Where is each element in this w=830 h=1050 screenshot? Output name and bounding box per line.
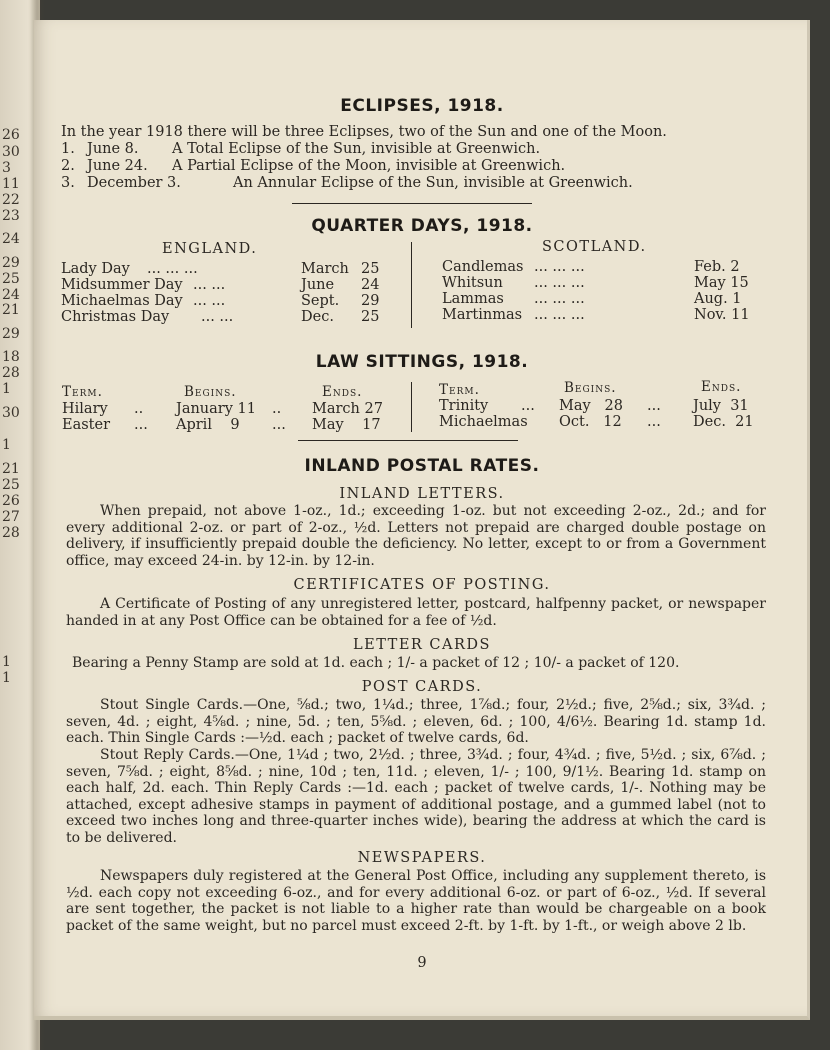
header-begins: Begins. <box>564 380 617 396</box>
law-row <box>62 417 381 434</box>
quarter-day-name: Midsummer Day <box>61 277 183 293</box>
header-term: Term. <box>439 382 480 398</box>
margin-number: 28 <box>2 525 20 541</box>
quarter-day-name: Christmas Day <box>61 309 170 325</box>
eclipse-text: A Total Eclipse of the Sun, invisible at Greenwich. <box>172 141 541 157</box>
letter-cards-text: Bearing a Penny Stamp are sold at 1d. each ; 1/- a packet of 12 ; 10/- a packet of 120. <box>72 655 680 671</box>
margin-number: 30 <box>2 144 20 160</box>
quarter-date: May 15 <box>694 275 749 291</box>
leader-dots: ... ... <box>193 277 226 293</box>
quarter-month: Sept. <box>301 293 340 309</box>
section-rule <box>298 440 518 441</box>
scotland-row <box>442 259 740 276</box>
eclipse-date: December 3. <box>87 175 181 191</box>
quarter-month: June <box>301 277 335 293</box>
post-cards-body-1: Stout Single Cards.—One, ⅝d.; two, 1¼d.; three, 1⅞d.; four, 2½d.; five, 2⅝d.; six, 3¾d. ; seven, 4d. ; eight, 4⅝d. ; nine, 5d. ; ten, 5⅝d. ; eleven, 6d. ; 100, 4/6½. Bearing 1d. stamp 1d. each. Thin Single Cards :—½d. each ; packet of twelve cards, 6d. <box>66 697 766 746</box>
margin-number: 21 <box>2 461 20 477</box>
post-cards-text-2 <box>66 747 766 846</box>
leader-dots: ... ... <box>201 309 234 325</box>
eclipses-title: ECLIPSES, 1918. <box>340 96 504 116</box>
leader-dots: ... ... ... <box>534 275 585 291</box>
header-begins: Begins. <box>184 384 237 400</box>
leader-dots: ... <box>647 398 661 414</box>
margin-number: 22 <box>2 192 20 208</box>
inland-letters-body: When prepaid, not above 1-oz., 1d.; exceeding 1-oz. but not exceeding 2-oz., 2d.; and for every additional 2-oz. or part of 2-oz., ½d. Letters not prepaid are charged double postage on delivery, if insufficiently prepaid double the deficiency. No letter, except to or from a Government office, may exceed 24-in. by 12-in. by 12-in. <box>66 503 766 569</box>
header-term: Term. <box>62 384 103 400</box>
eclipse-num: 2. <box>61 158 75 174</box>
margin-number: 24 <box>2 231 20 247</box>
scotland-row <box>442 291 742 308</box>
letter-cards-heading: LETTER CARDS <box>353 637 491 653</box>
margin-number: 23 <box>2 208 20 224</box>
section-rule <box>292 203 532 204</box>
quarter-day: 25 <box>361 309 380 325</box>
scotland-heading: SCOTLAND. <box>542 239 647 255</box>
margin-number: 26 <box>2 493 20 509</box>
margin-number: 1 <box>2 381 11 397</box>
eclipse-item <box>61 141 540 158</box>
page-number: 9 <box>417 955 427 971</box>
leader-dots: .. <box>134 401 144 417</box>
quarter-day: 24 <box>361 277 380 293</box>
scotland-row <box>442 307 750 324</box>
certificates-text <box>66 596 766 629</box>
inland-letters-text <box>66 503 766 569</box>
certificates-body: A Certificate of Posting of any unregistered letter, postcard, halfpenny packet, or newspaper handed in at any Post Office can be obtained for a fee of ½d. <box>66 596 766 629</box>
eclipse-item <box>61 175 633 192</box>
law-begins: April 9 <box>176 417 240 433</box>
newspapers-text <box>66 868 766 934</box>
book-page <box>34 20 810 1020</box>
eclipse-text: A Partial Eclipse of the Moon, invisible at Greenwich. <box>172 158 566 174</box>
column-divider <box>411 382 412 432</box>
postal-rates-title: INLAND POSTAL RATES. <box>304 456 540 476</box>
law-row <box>439 414 754 431</box>
leader-dots: ... <box>521 398 535 414</box>
england-row <box>61 277 379 294</box>
leader-dots: ... ... ... <box>147 261 198 277</box>
leader-dots: ... <box>134 417 148 433</box>
quarter-date: Aug. 1 <box>694 291 742 307</box>
margin-number: 26 <box>2 127 20 143</box>
column-divider <box>411 242 412 328</box>
law-sittings-title: LAW SITTINGS, 1918. <box>315 352 529 372</box>
quarter-day-name: Michaelmas Day <box>61 293 183 309</box>
england-heading: ENGLAND. <box>162 241 258 257</box>
newspapers-heading: NEWSPAPERS. <box>357 850 487 866</box>
leader-dots: ... ... ... <box>534 259 585 275</box>
quarter-month: March <box>301 261 349 277</box>
margin-number: 3 <box>2 160 11 176</box>
eclipse-text: An Annular Eclipse of the Sun, invisible at Greenwich. <box>233 175 633 191</box>
quarter-date: Nov. 11 <box>694 307 750 323</box>
england-row <box>61 261 379 278</box>
newspapers-body: Newspapers duly registered at the General Post Office, including any supplement thereto, is ½d. each copy not exceeding 6-oz., and for every additional 6-oz. or part of 6-oz., ½d. If several are sent together, the packet is not liable to a higher rate than would be chargeable on a book packet of the same weight, but no parcel must exceed 2-ft. by 1-ft. by 1-ft., or weigh above 2 lb. <box>66 868 766 934</box>
leader-dots: ... ... ... <box>534 307 585 323</box>
margin-number: 30 <box>2 405 20 421</box>
eclipse-date: June 8. <box>87 141 139 157</box>
margin-number: 1 <box>2 670 11 686</box>
quarter-day-name: Lammas <box>442 291 504 307</box>
post-cards-body-2: Stout Reply Cards.—One, 1¼d ; two, 2½d. ; three, 3¾d. ; four, 4¾d. ; five, 5½d. ; six, 6⅞d. ; seven, 7⅝d. ; eight, 8⅝d. ; nine, 10d ; ten, 11d. ; eleven, 1/- ; 100, 9/1½. Bearing 1d. stamp on each half, 2d. each. Thin Reply Cards :—1d. each ; packet of twelve cards, 1/-. Nothing may be attached, except adhesive stamps in payment of additional postage, and a gummed label (not to exceed two inches long and three-quarter inches wide), bearing the address at which the card is to be delivered. <box>66 747 766 846</box>
leader-dots: ... ... ... <box>534 291 585 307</box>
law-ends: March 27 <box>312 401 383 417</box>
law-term: Michaelmas <box>439 414 528 430</box>
law-ends: Dec. 21 <box>693 414 754 430</box>
margin-number: 1 <box>2 437 11 453</box>
quarter-day-name: Lady Day <box>61 261 130 277</box>
leader-dots: .. <box>272 401 282 417</box>
quarter-day-name: Whitsun <box>442 275 503 291</box>
law-ends: May 17 <box>312 417 381 433</box>
quarter-day: 25 <box>361 261 380 277</box>
eclipse-num: 1. <box>61 141 75 157</box>
law-ends: July 31 <box>693 398 749 414</box>
margin-number: 24 <box>2 287 20 303</box>
inland-letters-heading: INLAND LETTERS. <box>339 486 505 502</box>
margin-number: 29 <box>2 255 20 271</box>
quarter-days-title: QUARTER DAYS, 1918. <box>311 216 533 236</box>
law-row <box>62 401 383 418</box>
margin-number: 28 <box>2 365 20 381</box>
law-begins: Oct. 12 <box>559 414 622 430</box>
quarter-day-name: Martinmas <box>442 307 523 323</box>
law-term: Trinity <box>439 398 489 414</box>
margin-number: 21 <box>2 302 20 318</box>
quarter-day: 29 <box>361 293 380 309</box>
margin-number: 25 <box>2 271 20 287</box>
law-term: Hilary <box>62 401 108 417</box>
margin-number: 29 <box>2 326 20 342</box>
margin-number: 11 <box>2 176 20 192</box>
eclipse-num: 3. <box>61 175 75 191</box>
scotland-row <box>442 275 749 292</box>
leader-dots: ... <box>272 417 286 433</box>
quarter-day-name: Candlemas <box>442 259 524 275</box>
certificates-heading: CERTIFICATES OF POSTING. <box>293 577 551 593</box>
post-cards-text-1 <box>66 697 766 747</box>
margin-number: 25 <box>2 477 20 493</box>
leader-dots: ... <box>647 414 661 430</box>
law-begins: May 28 <box>559 398 623 414</box>
leader-dots: ... ... <box>193 293 226 309</box>
england-row <box>61 293 379 310</box>
eclipses-intro: In the year 1918 there will be three Eclipses, two of the Sun and one of the Moon. <box>61 124 667 140</box>
law-term: Easter <box>62 417 111 433</box>
post-cards-heading: POST CARDS. <box>361 679 483 695</box>
law-begins: January 11 <box>176 401 256 417</box>
quarter-month: Dec. <box>301 309 334 325</box>
law-row <box>439 398 749 415</box>
margin-number: 18 <box>2 349 20 365</box>
margin-number: 27 <box>2 509 20 525</box>
quarter-date: Feb. 2 <box>694 259 740 275</box>
margin-number: 1 <box>2 654 11 670</box>
england-row <box>61 309 379 326</box>
header-ends: Ends. <box>701 379 742 395</box>
eclipse-date: June 24. <box>87 158 148 174</box>
header-ends: Ends. <box>322 384 363 400</box>
eclipse-item <box>61 158 565 175</box>
